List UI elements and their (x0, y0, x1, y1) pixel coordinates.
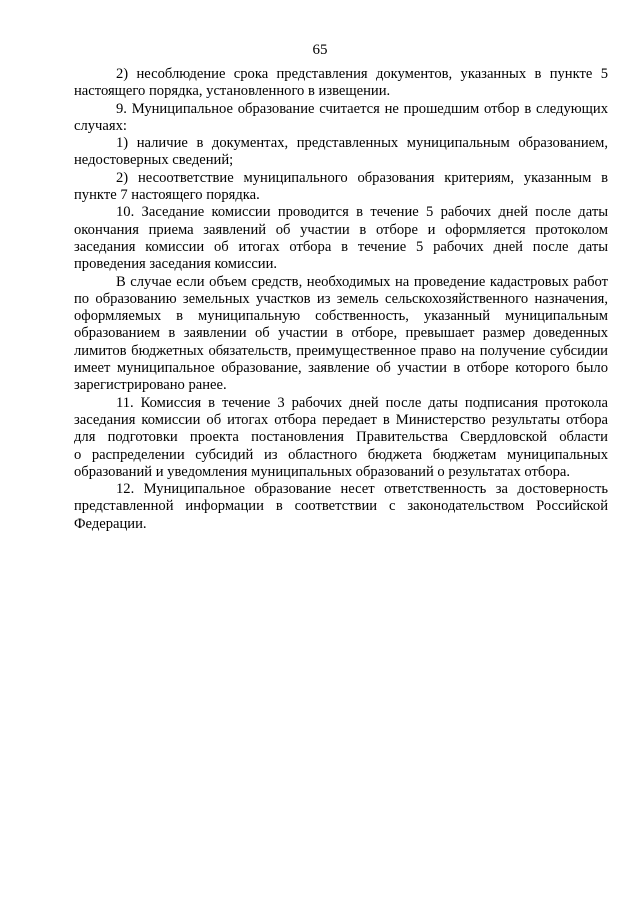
paragraph-item-2-criteria: 2) несоответствие муниципального образования критериям, указанным в пункте 7 настоящего порядка. (74, 169, 608, 204)
paragraph-item-1-false-info: 1) наличие в документах, представленных муниципальным образованием, недостоверных сведений; (74, 135, 608, 169)
paragraph-clause-12: 12. Муниципальное образование несет ответственность за достоверность представленной информации в соответствии с законодательством Российской Федерации. (74, 481, 608, 532)
page-number: 65 (312, 42, 328, 58)
document-body (74, 66, 608, 533)
paragraph-clause-11: 11. Комиссия в течение 3 рабочих дней после даты подписания протокола заседания комиссии об итогах отбора передает в Министерство результаты отбора для подготовки проекта постановления Правительства Свердловской области о распределении субсидий из областного бюджета бюджетам муниципальных образований и уведомления муниципальных образований о результатах отбора. (74, 394, 608, 480)
paragraph-clause-10: 10. Заседание комиссии проводится в течение 5 рабочих дней после даты окончания приема заявлений об участии в отборе и оформляется протоколом заседания комиссии об итогах отбора в течение 5 рабочих дней после даты проведения заседания комиссии. (74, 204, 608, 273)
paragraph-item-2-deadline: 2) несоблюдение срока представления документов, указанных в пункте 5 настоящего порядка, установленного в извещении. (74, 66, 608, 100)
paragraph-priority-rule: В случае если объем средств, необходимых на проведение кадастровых работ по образованию земельных участков из земель сельскохозяйственного назначения, оформляемых в муниципальную собственность, указанный муниципальным образованием в заявлении об участии в отборе, превышает размер доведенных лимитов бюджетных обязательств, преимущественное право на получение субсидии имеет муниципальное образование, заявление об участии в отборе которого было зарегистрировано ранее. (74, 273, 608, 394)
paragraph-clause-9: 9. Муниципальное образование считается не прошедшим отбор в следующих случаях: (74, 100, 608, 134)
